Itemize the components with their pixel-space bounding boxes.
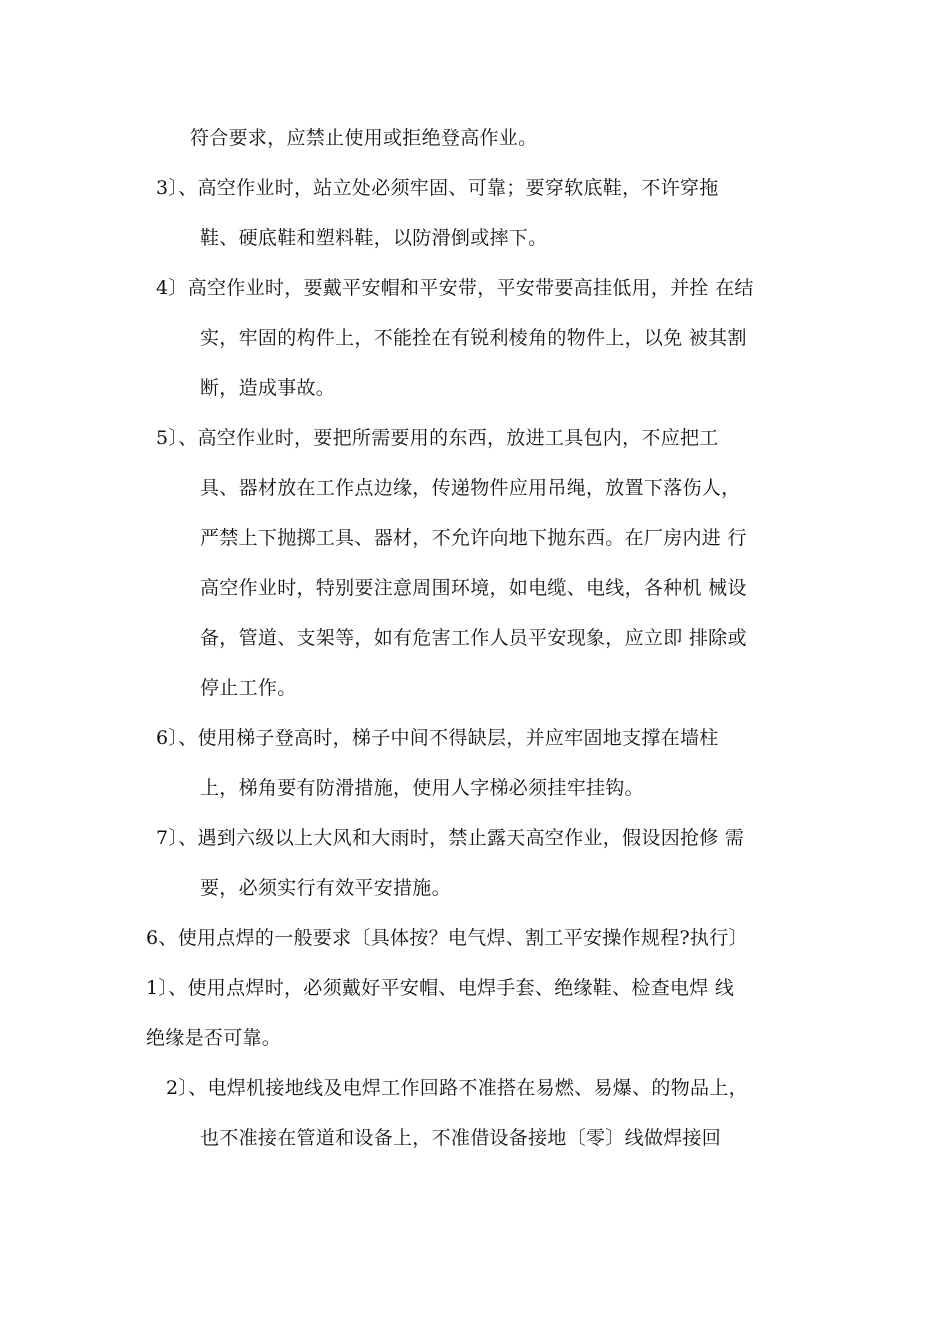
text-line: 鞋、硬底鞋和塑料鞋，以防滑倒或摔下。 (200, 227, 548, 249)
list-item-2: 2〕、电焊机接地线及电焊工作回路不准搭在易燃、易爆、的物品上， (166, 1077, 748, 1099)
text-line: 备，管道、支架等，如有危害工作人员平安现象，应立即 排除或 (200, 627, 747, 649)
text-line: 要，必须实行有效平安措施。 (200, 877, 451, 899)
text-line: 实，牢固的构件上，不能拴在有锐利棱角的物件上，以免 被其割 (200, 327, 747, 349)
list-item-3: 3〕、高空作业时，站立处必须牢固、可靠；要穿软底鞋，不许穿拖 (156, 177, 719, 199)
list-item-1: 1〕、使用点焊时，必须戴好平安帽、电焊手套、绝缘鞋、检查电焊 线 (146, 977, 735, 999)
list-item-6: 6〕、使用梯子登高时，梯子中间不得缺层，并应牢固地支撑在墙柱 (156, 727, 719, 749)
text-line: 严禁上下抛掷工具、器材，不允许向地下抛东西。在厂房内进 行 (200, 527, 747, 549)
list-item-7: 7〕、遇到六级以上大风和大雨时，禁止露天高空作业，假设因抢修 需 (156, 827, 745, 849)
text-line: 断，造成事故。 (200, 377, 336, 399)
text-line: 具、器材放在工作点边缘，传递物件应用吊绳，放置下落伤人， (200, 477, 741, 499)
text-line: 高空作业时，特别要注意周围环境，如电缆、电线，各种机 械设 (200, 577, 747, 599)
section-heading: 6、使用点焊的一般要求〔具体按？电气焊、割工平安操作规程?执行〕 (146, 927, 748, 949)
text-line: 绝缘是否可靠。 (146, 1027, 282, 1049)
list-item-5: 5〕、高空作业时，要把所需要用的东西，放进工具包内，不应把工 (156, 427, 719, 449)
text-line: 符合要求，应禁止使用或拒绝登高作业。 (190, 127, 538, 149)
text-line: 停止工作。 (200, 677, 297, 699)
text-line: 上，梯角要有防滑措施，使用人字梯必须挂牢挂钩。 (200, 777, 644, 799)
text-line: 也不准接在管道和设备上，不准借设备接地〔零〕线做焊接回 (200, 1127, 722, 1149)
list-item-4: 4〕高空作业时，要戴平安帽和平安带，平安带要高挂低用，并拴 在结 (156, 277, 754, 299)
